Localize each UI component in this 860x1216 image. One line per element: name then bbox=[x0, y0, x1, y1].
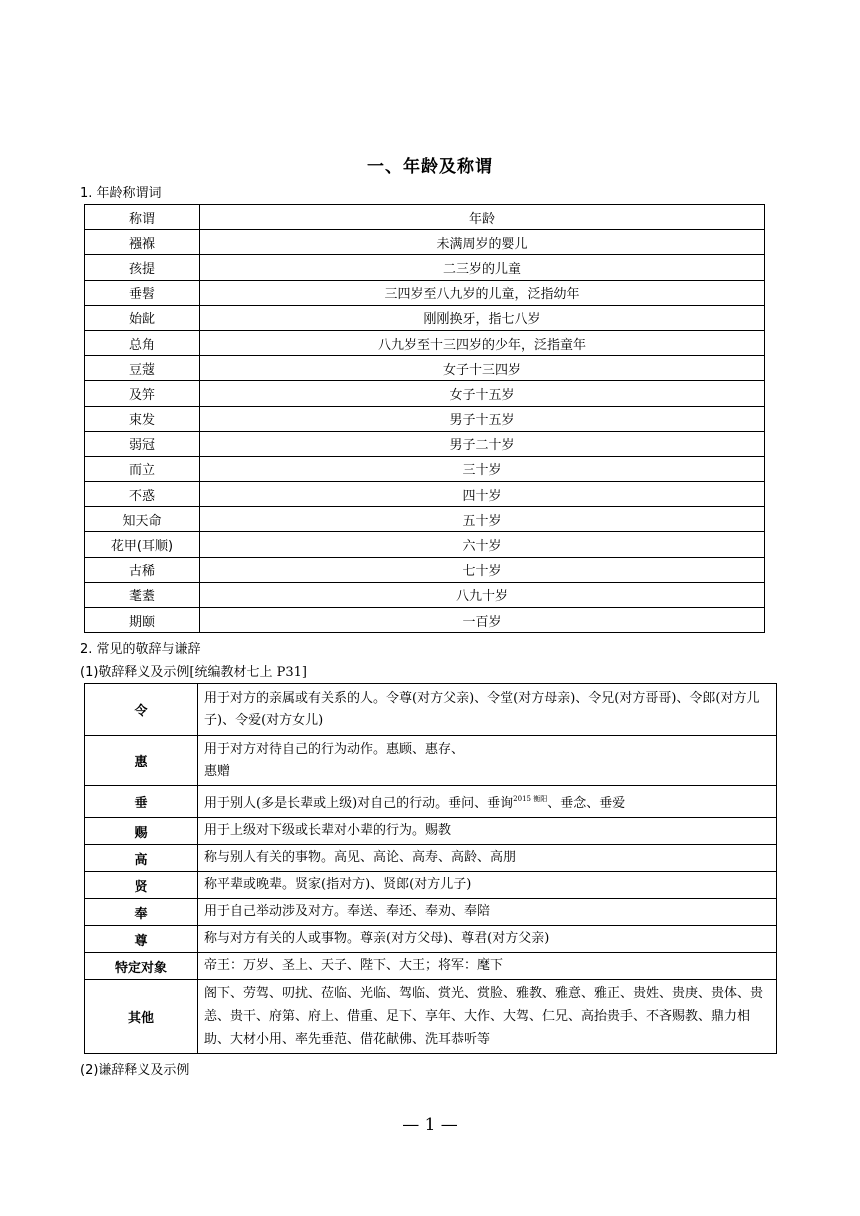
age-cell: 八九岁至十三四岁的少年，泛指童年 bbox=[200, 330, 765, 355]
desc-line: 用于对方对待自己的行为动作。惠顾、惠存、 bbox=[204, 741, 465, 757]
term-cell: 豆蔻 bbox=[85, 356, 200, 381]
desc-cell: 称平辈或晚辈。贤家(指对方)、贤郎(对方儿子) bbox=[198, 872, 777, 899]
term-cell: 其他 bbox=[85, 980, 198, 1054]
table-row bbox=[85, 684, 777, 736]
desc-cell: 用于上级对下级或长辈对小辈的行为。赐教 bbox=[198, 818, 777, 845]
term-cell: 高 bbox=[85, 845, 198, 872]
header-age: 年龄 bbox=[200, 205, 765, 230]
table-row bbox=[85, 557, 765, 582]
age-cell: 七十岁 bbox=[200, 557, 765, 582]
section-heading-honorifics-humble: 2. 常见的敬辞与谦辞 bbox=[80, 642, 201, 657]
term-cell: 及笄 bbox=[85, 381, 200, 406]
table-row bbox=[85, 818, 777, 845]
table-row bbox=[85, 255, 765, 280]
term-cell: 垂 bbox=[85, 786, 198, 818]
age-cell: 二三岁的儿童 bbox=[200, 255, 765, 280]
section-heading-age-terms: 1. 年龄称谓词 bbox=[80, 186, 162, 201]
term-cell: 而立 bbox=[85, 456, 200, 481]
term-cell: 尊 bbox=[85, 926, 198, 953]
age-cell: 三四岁至八九岁的儿童，泛指幼年 bbox=[200, 280, 765, 305]
age-cell: 男子二十岁 bbox=[200, 431, 765, 456]
term-cell: 总角 bbox=[85, 330, 200, 355]
age-cell: 四十岁 bbox=[200, 482, 765, 507]
term-cell: 贤 bbox=[85, 872, 198, 899]
term-cell: 始龀 bbox=[85, 305, 200, 330]
table-row bbox=[85, 230, 765, 255]
age-cell: 六十岁 bbox=[200, 532, 765, 557]
desc-cell: 帝王：万岁、圣上、天子、陛下、大王；将军：麾下 bbox=[198, 953, 777, 980]
age-cell: 八九十岁 bbox=[200, 582, 765, 607]
age-cell: 女子十三四岁 bbox=[200, 356, 765, 381]
age-cell: 三十岁 bbox=[200, 456, 765, 481]
table-row bbox=[85, 507, 765, 532]
honorifics-table bbox=[84, 683, 777, 1054]
age-cell: 一百岁 bbox=[200, 608, 765, 633]
table-row bbox=[85, 736, 777, 786]
table-row bbox=[85, 482, 765, 507]
term-cell: 古稀 bbox=[85, 557, 200, 582]
term-cell: 惠 bbox=[85, 736, 198, 786]
table-row bbox=[85, 356, 765, 381]
term-cell: 令 bbox=[85, 684, 198, 736]
table-row bbox=[85, 953, 777, 980]
subsection-title: (1)敬辞释义及示例 bbox=[80, 665, 190, 680]
table-row bbox=[85, 608, 765, 633]
desc-cell: 用于自己举动涉及对方。奉送、奉还、奉劝、奉陪 bbox=[198, 899, 777, 926]
term-cell: 花甲(耳顺) bbox=[85, 532, 200, 557]
table-row bbox=[85, 845, 777, 872]
desc-cell: 称与对方有关的人或事物。尊亲(对方父母)、尊君(对方父亲) bbox=[198, 926, 777, 953]
term-cell: 耄耋 bbox=[85, 582, 200, 607]
term-cell: 期颐 bbox=[85, 608, 200, 633]
term-cell: 赐 bbox=[85, 818, 198, 845]
term-cell: 孩提 bbox=[85, 255, 200, 280]
page-title: 一、年龄及称谓 bbox=[367, 157, 493, 177]
exam-source-note: 2015 衡阳 bbox=[513, 795, 548, 803]
age-cell: 五十岁 bbox=[200, 507, 765, 532]
table-row bbox=[85, 305, 765, 330]
table-row bbox=[85, 786, 777, 818]
table-row bbox=[85, 406, 765, 431]
desc-cell: 称与别人有关的事物。高见、高论、高寿、高龄、高朋 bbox=[198, 845, 777, 872]
subsection-heading-humble: (2)谦辞释义及示例 bbox=[80, 1063, 190, 1078]
desc-cell bbox=[198, 736, 777, 786]
desc-cell bbox=[198, 786, 777, 818]
desc-cell: 用于对方的亲属或有关系的人。令尊(对方父亲)、令堂(对方母亲)、令兄(对方哥哥)、令郎(对方儿子)、令爱(对方女儿) bbox=[198, 684, 777, 736]
table-row bbox=[85, 431, 765, 456]
table-row bbox=[85, 926, 777, 953]
table-row bbox=[85, 280, 765, 305]
subsection-heading-honorifics bbox=[80, 661, 307, 680]
table-row bbox=[85, 582, 765, 607]
table-row bbox=[85, 899, 777, 926]
table-row bbox=[85, 381, 765, 406]
term-cell: 垂髫 bbox=[85, 280, 200, 305]
term-cell: 奉 bbox=[85, 899, 198, 926]
table-row bbox=[85, 330, 765, 355]
header-term: 称谓 bbox=[85, 205, 200, 230]
page-number: — 1 — bbox=[402, 1115, 458, 1135]
table-header-row bbox=[85, 205, 765, 230]
desc-line: 惠赠 bbox=[204, 763, 231, 779]
desc-text-tail: 、垂念、垂爱 bbox=[547, 796, 626, 811]
table-row bbox=[85, 456, 765, 481]
term-cell: 知天命 bbox=[85, 507, 200, 532]
table-row bbox=[85, 532, 765, 557]
desc-text: 用于别人(多是长辈或上级)对自己的行动。垂问、垂询 bbox=[204, 796, 514, 811]
textbook-reference: [统编教材七上 P31] bbox=[189, 665, 307, 680]
age-cell: 未满周岁的婴儿 bbox=[200, 230, 765, 255]
term-cell: 襁褓 bbox=[85, 230, 200, 255]
age-terms-table bbox=[84, 204, 765, 633]
desc-cell: 阁下、劳驾、叨扰、莅临、光临、驾临、赏光、赏脸、雅教、雅意、雅正、贵姓、贵庚、贵体、贵恙、贵干、府第、府上、借重、足下、享年、大作、大驾、仁兄、高抬贵手、不吝赐教、鼎力相助、大材小用、率先垂范、借花献佛、洗耳恭听等 bbox=[198, 980, 777, 1054]
age-cell: 刚刚换牙，指七八岁 bbox=[200, 305, 765, 330]
table-row bbox=[85, 872, 777, 899]
age-cell: 女子十五岁 bbox=[200, 381, 765, 406]
term-cell: 束发 bbox=[85, 406, 200, 431]
term-cell: 特定对象 bbox=[85, 953, 198, 980]
term-cell: 不惑 bbox=[85, 482, 200, 507]
age-cell: 男子十五岁 bbox=[200, 406, 765, 431]
term-cell: 弱冠 bbox=[85, 431, 200, 456]
table-row bbox=[85, 980, 777, 1054]
